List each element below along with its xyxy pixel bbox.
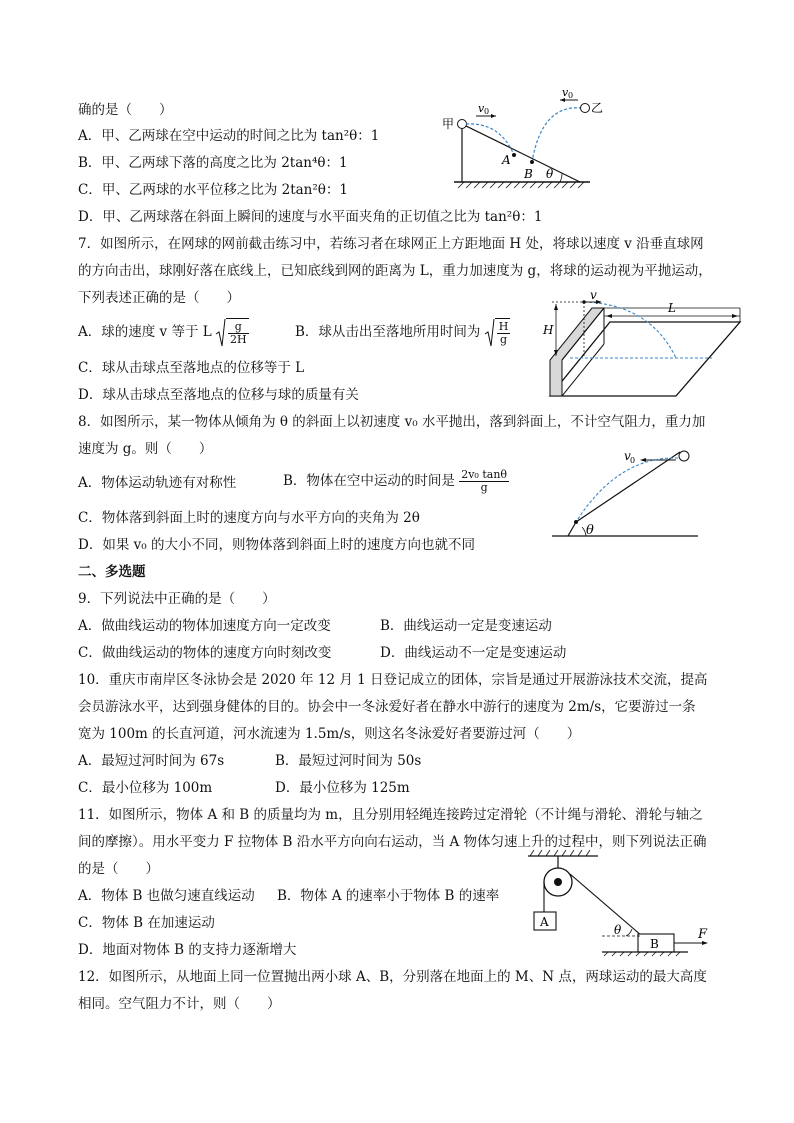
q7-fig-h: H [543, 323, 554, 337]
q7-fig-l: L [668, 301, 676, 315]
q6-fig-yi: 乙 [591, 101, 604, 115]
q7-option-d[interactable]: D．球从击球点至落地点的位移与球的质量有关 [78, 387, 359, 403]
q10-option-d[interactable]: D．最小位移为 125m [275, 780, 410, 796]
q7-option-a-numerator: g [228, 321, 249, 334]
q10-stem-line3: 宽为 100m 的长直河道，河水流速为 1.5m/s，则这名冬泳爱好者要游过河（ ） [78, 726, 581, 742]
q7-option-b-denominator: g [499, 333, 508, 346]
q10-stem-line1: 10．重庆市南岸区冬泳协会是 2020 年 12 月 1 日登记成立的团体，宗旨是通过开展游泳技术交流，提高 [78, 672, 708, 688]
q10-stem-line2: 会员游泳水平，达到强身健体的目的。协会中一冬泳爱好者在静水中游行的速度为 2m/s，它要游过一条 [78, 699, 696, 715]
q9-option-b[interactable]: B．曲线运动一定是变速运动 [380, 618, 552, 634]
q6-fig-v0-right: v [562, 86, 569, 99]
q11-option-c[interactable]: C．物体 B 在加速运动 [78, 915, 215, 931]
q6-incline-figure [440, 86, 604, 194]
q6-fig-v0-left-sub: 0 [484, 107, 490, 116]
q12-stem-line1: 12．如图所示，从地面上同一位置抛出两小球 A、B，分别落在地面上的 M、N 点，两球运动的最大高度 [78, 969, 707, 985]
q8-incline-figure [548, 444, 700, 542]
q10-option-c[interactable]: C．最小位移为 100m [78, 780, 213, 796]
q6-fig-point-a: A [502, 153, 511, 167]
q8-fig-v0-sub: 0 [630, 456, 636, 465]
q7-stem-line3: 下列表述正确的是（ ） [78, 290, 240, 306]
q7-option-b-sqrt [485, 318, 511, 347]
q12-stem-line2: 相同。空气阻力不计，则（ ） [78, 996, 281, 1012]
q9-option-d[interactable]: D．曲线运动不一定是变速运动 [380, 645, 567, 661]
q6-stem-end: 确的是（ ） [78, 102, 173, 118]
q7-option-a-denominator: 2H [230, 333, 247, 346]
q8-fig-v0: v [624, 449, 631, 463]
q11-option-a[interactable]: A．物体 B 也做匀速直线运动 [78, 888, 255, 904]
q8-option-b-text: B．物体在空中运动的时间是 [283, 473, 455, 489]
q8-option-b-numerator: 2v₀ tanθ [461, 468, 508, 481]
section-multiple-choice-heading: 二、多选题 [78, 564, 146, 580]
q6-fig-theta: θ [546, 167, 554, 181]
q11-stem-line2: 间的摩擦）。用水平变力 F 拉物体 B 沿水平方向向右运动，当 A 物体匀速上升的过程中，则下列说法正确 [78, 834, 707, 850]
q11-fig-block-a: A [540, 915, 549, 929]
q8-option-b-denominator: g [480, 481, 488, 494]
q6-option-d[interactable]: D．甲、乙两球落在斜面上瞬间的速度与水平面夹角的正切值之比为 tan²θ：1 [78, 209, 543, 225]
q6-option-b[interactable]: B．甲、乙两球下落的高度之比为 2tan⁴θ：1 [78, 155, 348, 171]
q8-option-d[interactable]: D．如果 v₀ 的大小不同，则物体落到斜面上时的速度方向也就不同 [78, 537, 475, 553]
q6-fig-jia: 甲 [442, 117, 455, 131]
q6-fig-v0-right-sub: 0 [568, 91, 574, 100]
q8-fig-theta: θ [586, 523, 594, 538]
q7-option-a-sqrt [216, 318, 249, 347]
q9-option-c[interactable]: C．做曲线运动的物体的速度方向时刻改变 [78, 645, 332, 661]
q7-stem-line2: 的方向击出，球刚好落在底线上，已知底线到网的距离为 L，重力加速度为 g，将球的运动视为平抛运动， [78, 263, 712, 279]
q11-option-d[interactable]: D．地面对物体 B 的支持力逐渐增大 [78, 942, 297, 958]
q11-stem-line3: 的是（ ） [78, 861, 159, 877]
q9-option-a[interactable]: A．做曲线运动的物体加速度方向一定改变 [78, 618, 331, 634]
q7-fig-v: v [590, 288, 597, 302]
q8-option-b-fraction [459, 469, 509, 494]
q11-option-b[interactable]: B．物体 A 的速率小于物体 B 的速率 [277, 888, 500, 904]
q8-stem-line1: 8．如图所示，某一物体从倾角为 θ 的斜面上以初速度 v₀ 水平抛出，落到斜面上，不计空气阻力，重力加 [78, 414, 706, 430]
q6-option-a[interactable]: A．甲、乙两球在空中运动的时间之比为 tan²θ：1 [78, 128, 380, 144]
q8-option-b[interactable] [283, 466, 509, 496]
q7-option-a-text: A．球的速度 v 等于 L [78, 324, 212, 340]
q7-option-c[interactable]: C．球从击球点至落地点的位移等于 L [78, 360, 305, 376]
q7-stem-line1: 7．如图所示，在网球的网前截击练习中，若练习者在球网正上方距地面 H 处，将球以速度 v 沿垂直球网 [78, 236, 704, 252]
q10-option-a[interactable]: A．最短过河时间为 67s [78, 753, 225, 769]
q7-option-b-text: B．球从击出至落地所用时间为 [295, 324, 481, 340]
q11-fig-block-b: B [650, 937, 659, 951]
q11-stem-line1: 11．如图所示，物体 A 和 B 的质量均为 m，且分别用轻绳连接跨过定滑轮（不计绳与滑轮、滑轮与轴之 [78, 807, 703, 823]
q9-stem: 9．下列说法中正确的是（ ） [78, 591, 276, 607]
q8-stem-line2: 速度为 g。则（ ） [78, 441, 213, 457]
q7-option-b[interactable] [295, 318, 510, 347]
q11-fig-theta: θ [614, 923, 622, 937]
q8-option-c[interactable]: C．物体落到斜面上时的速度方向与水平方向的夹角为 2θ [78, 510, 420, 526]
q11-pulley-figure [518, 846, 718, 958]
q11-fig-force-f: F [698, 927, 708, 942]
q6-fig-point-b: B [524, 167, 533, 181]
q6-option-c[interactable]: C．甲、乙两球的水平位移之比为 2tan²θ：1 [78, 182, 349, 198]
q7-tennis-court-figure [540, 290, 750, 402]
q10-option-b[interactable]: B．最短过河时间为 50s [275, 753, 422, 769]
q7-option-a[interactable] [78, 318, 249, 347]
q6-fig-v0-left: v [478, 102, 485, 115]
q8-option-a[interactable]: A．物体运动轨迹有对称性 [78, 475, 237, 491]
q7-option-b-numerator: H [498, 320, 509, 333]
